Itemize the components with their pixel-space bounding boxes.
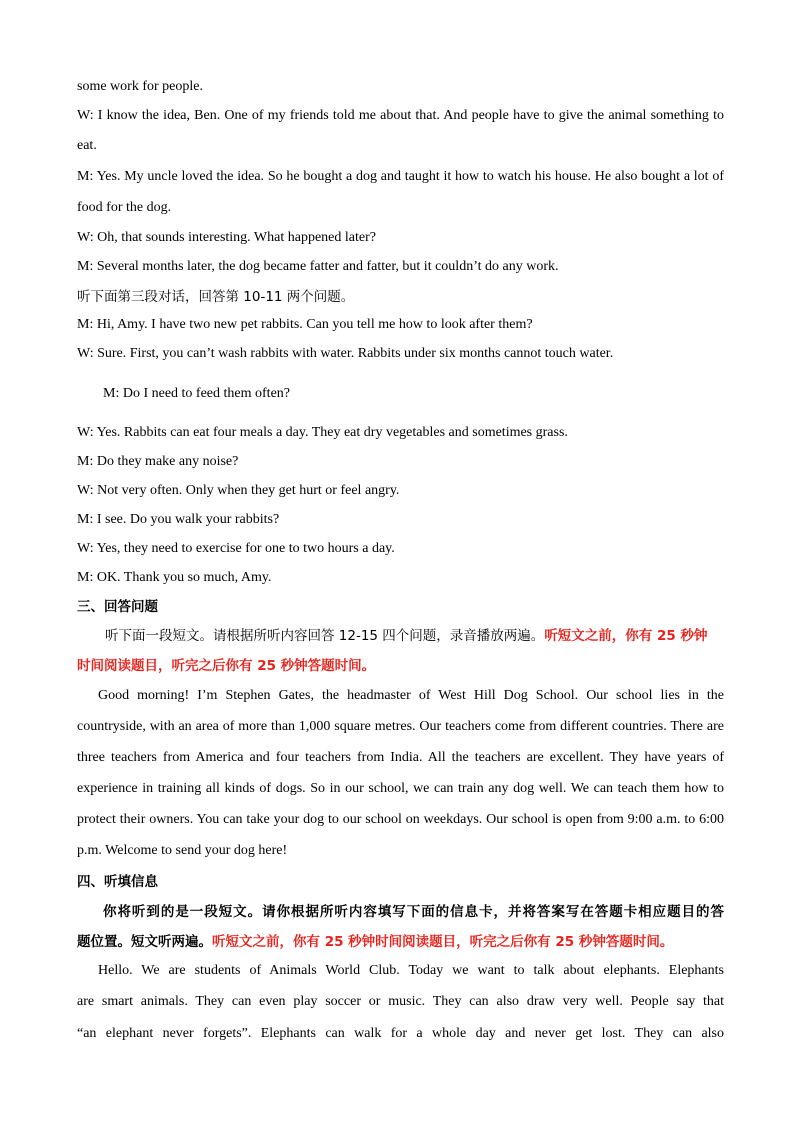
text-line: W: I know the idea, Ben. One of my friends told me about that. And people have to give the animal something to bbox=[77, 108, 724, 123]
paragraph-line: countryside, with an area of more than 1,000 square metres. Our teachers come from different countries. There are bbox=[77, 719, 724, 734]
paragraph-line: experience in training all kinds of dogs. So in our school, we can train any dog well. We can teach them how to bbox=[77, 781, 724, 796]
text-line: some work for people. bbox=[77, 79, 203, 94]
text-line: W: Yes, they need to exercise for one to two hours a day. bbox=[77, 541, 395, 556]
section-instruction bbox=[77, 933, 673, 951]
instruction-highlight: 时间阅读题目，听完之后你有 25 秒钟答题时间。 bbox=[77, 658, 376, 674]
paragraph-line: three teachers from America and four teachers from India. All the teachers are excellent. They have years of bbox=[77, 750, 724, 765]
text-line: M: Do they make any noise? bbox=[77, 454, 239, 469]
section-heading: 四、听填信息 bbox=[77, 874, 158, 890]
instruction-text: 听下面一段短文。请根据所听内容回答 12-15 四个问题，录音播放两遍。 bbox=[105, 628, 545, 644]
instruction-highlight: 听短文之前，你有 25 秒钟时间阅读题目，听完之后你有 25 秒钟答题时间。 bbox=[212, 934, 674, 950]
paragraph-line: Good morning! I’m Stephen Gates, the headmaster of West Hill Dog School. Our school lies in the bbox=[98, 688, 724, 703]
section-instruction bbox=[105, 627, 708, 645]
text-line: M: Several months later, the dog became fatter and fatter, but it couldn’t do any work. bbox=[77, 259, 559, 274]
paragraph-line: protect their owners. You can take your dog to our school on weekdays. Our school is open from 9:00 a.m. to 6:00 bbox=[77, 812, 724, 827]
text-line: W: Oh, that sounds interesting. What happened later? bbox=[77, 230, 376, 245]
paragraph-line: are smart animals. They can even play soccer or music. They can also draw very well. People say that bbox=[77, 994, 724, 1009]
text-line: M: Hi, Amy. I have two new pet rabbits. Can you tell me how to look after them? bbox=[77, 317, 533, 332]
text-line: eat. bbox=[77, 138, 97, 153]
text-line: W: Sure. First, you can’t wash rabbits with water. Rabbits under six months cannot touch water. bbox=[77, 346, 614, 361]
paragraph-line: “an elephant never forgets”. Elephants can walk for a whole day and never get lost. They can also bbox=[77, 1026, 724, 1041]
section-heading: 三、回答问题 bbox=[77, 599, 158, 615]
text-line: food for the dog. bbox=[77, 200, 172, 215]
text-line: W: Not very often. Only when they get hurt or feel angry. bbox=[77, 483, 400, 498]
text-line: M: Do I need to feed them often? bbox=[103, 386, 290, 401]
section-instruction: 听下面第三段对话，回答第 10-11 两个问题。 bbox=[77, 289, 355, 305]
text-line: M: I see. Do you walk your rabbits? bbox=[77, 512, 280, 527]
text-line: M: OK. Thank you so much, Amy. bbox=[77, 570, 272, 585]
text-line: W: Yes. Rabbits can eat four meals a day. They eat dry vegetables and sometimes grass. bbox=[77, 425, 568, 440]
paragraph-line: p.m. Welcome to send your dog here! bbox=[77, 843, 288, 858]
instruction-highlight: 听短文之前，你有 25 秒钟 bbox=[544, 628, 708, 644]
section-instruction: 你将听到的是一段短文。请你根据所听内容填写下面的信息卡，并将答案写在答题卡相应题目的答 bbox=[103, 904, 724, 920]
paragraph-line: Hello. We are students of Animals World Club. Today we want to talk about elephants. Elephants bbox=[98, 963, 724, 978]
text-line: M: Yes. My uncle loved the idea. So he bought a dog and taught it how to watch his house. He also bought a lot of bbox=[77, 169, 724, 184]
instruction-text: 题位置。短文听两遍。 bbox=[77, 934, 212, 950]
